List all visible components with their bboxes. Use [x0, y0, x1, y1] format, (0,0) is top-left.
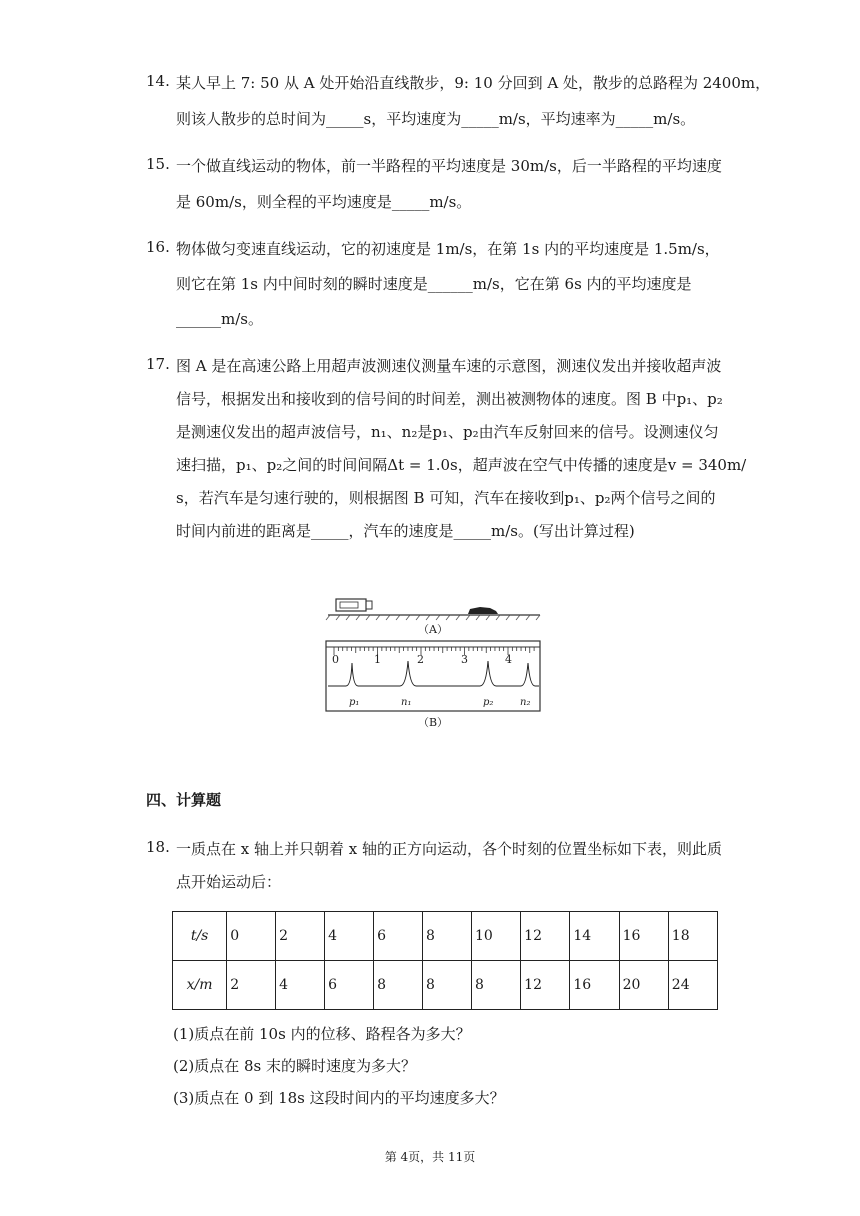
- figure-b-label: （B）: [417, 716, 449, 729]
- sub-question-3: (3)质点在 0 到 18s 这段时间内的平均速度多大？: [173, 1089, 505, 1107]
- pulse-labels: [349, 697, 530, 708]
- tick-label: 1: [374, 653, 381, 666]
- table-row: [173, 912, 718, 961]
- road-hatching: [326, 615, 540, 620]
- speed-detector-icon: [336, 599, 366, 611]
- tick-labels: [332, 653, 512, 666]
- table-cell: 6: [325, 961, 374, 1010]
- table-cell: 8: [374, 961, 423, 1010]
- page-footer: 第 4页，共 11页: [384, 1150, 476, 1164]
- tick-label: 0: [332, 653, 339, 666]
- question-text-line: 是 60m/s，则全程的平均速度是_____m/s。: [176, 193, 472, 211]
- figure-b: [326, 641, 540, 729]
- question-text-line: 图 A 是在高速公路上用超声波测速仪测量车速的示意图，测速仪发出并接收超声波: [176, 357, 722, 375]
- table-cell: 16: [570, 961, 619, 1010]
- question-text-line: 速扫描，p₁、p₂之间的时间间隔Δt = 1.0s，超声波在空气中传播的速度是v = 340m/: [176, 456, 747, 474]
- table-cell: 2: [227, 961, 276, 1010]
- pulse-label-p1: p₁: [349, 697, 360, 708]
- tick-label: 3: [461, 653, 468, 666]
- position-time-table: [172, 911, 718, 1010]
- figure-a: [326, 599, 540, 636]
- question-number: 16.: [146, 238, 170, 256]
- sub-question-2: (2)质点在 8s 末的瞬时速度为多大？: [173, 1057, 417, 1075]
- table-cell: 12: [521, 961, 570, 1010]
- table-cell: 10: [471, 912, 520, 961]
- question-text-line: 是测速仪发出的超声波信号，n₁、n₂是p₁、p₂由汽车反射回来的信号。设测速仪匀: [176, 423, 719, 441]
- table-cell: 18: [668, 912, 717, 961]
- table-cell: 8: [423, 961, 472, 1010]
- question-text-line: 信号，根据发出和接收到的信号间的时间差，测出被测物体的速度。图 B 中p₁、p₂: [176, 390, 723, 408]
- question-number: 14.: [146, 72, 170, 90]
- table-cell: 0: [227, 912, 276, 961]
- question-text-line: ______m/s。: [176, 310, 263, 328]
- question-number: 17.: [146, 355, 170, 373]
- pulse-label-p2: p₂: [483, 697, 494, 708]
- question-text-line: 时间内前进的距离是_____，汽车的速度是_____m/s。(写出计算过程): [176, 522, 635, 540]
- tick-label: 4: [505, 653, 512, 666]
- section-title: 四、计算题: [146, 791, 222, 809]
- ultrasonic-speed-figure: [318, 593, 548, 733]
- table-cell: 14: [570, 912, 619, 961]
- question-text-line: 某人早上 7: 50 从 A 处开始沿直线散步，9: 10 分回到 A 处，散步的总路程为 2400m，: [176, 74, 771, 92]
- table-cell: 4: [325, 912, 374, 961]
- table-cell: 6: [374, 912, 423, 961]
- question-text-line: s，若汽车是匀速行驶的，则根据图 B 可知，汽车在接收到p₁、p₂两个信号之间的: [176, 489, 716, 507]
- table-cell: 24: [668, 961, 717, 1010]
- question-text-line: 则它在第 1s 内中间时刻的瞬时速度是______m/s，它在第 6s 内的平均速度是: [176, 275, 692, 293]
- pulse-label-n2: n₂: [520, 697, 531, 708]
- table-cell: 12: [521, 912, 570, 961]
- table-cell: 8: [423, 912, 472, 961]
- question-number: 15.: [146, 155, 170, 173]
- table-cell: 16: [619, 912, 668, 961]
- tick-label: 2: [417, 653, 424, 666]
- table-cell: 4: [276, 961, 325, 1010]
- question-text-line: 一个做直线运动的物体，前一半路程的平均速度是 30m/s，后一半路程的平均速度: [176, 157, 722, 175]
- sub-question-1: (1)质点在前 10s 内的位移、路程各为多大？: [173, 1025, 471, 1043]
- table-cell: 8: [471, 961, 520, 1010]
- table-header-cell: t/s: [173, 912, 227, 961]
- table-cell: 20: [619, 961, 668, 1010]
- question-text-line: 则该人散步的总时间为_____s，平均速度为_____m/s，平均速率为_____m/s。: [176, 110, 696, 128]
- car-icon: [468, 607, 498, 614]
- question-number: 18.: [146, 838, 170, 856]
- table-cell: 2: [276, 912, 325, 961]
- pulse-label-n1: n₁: [401, 697, 412, 708]
- figure-a-label: （A）: [418, 623, 448, 636]
- table-header-cell: x/m: [173, 961, 227, 1010]
- question-text-line: 物体做匀变速直线运动，它的初速度是 1m/s，在第 1s 内的平均速度是 1.5m/s，: [176, 240, 720, 258]
- question-text-line: 一质点在 x 轴上并只朝着 x 轴的正方向运动，各个时刻的位置坐标如下表，则此质: [176, 840, 722, 858]
- table-row: [173, 961, 718, 1010]
- question-text-line: 点开始运动后：: [176, 873, 282, 891]
